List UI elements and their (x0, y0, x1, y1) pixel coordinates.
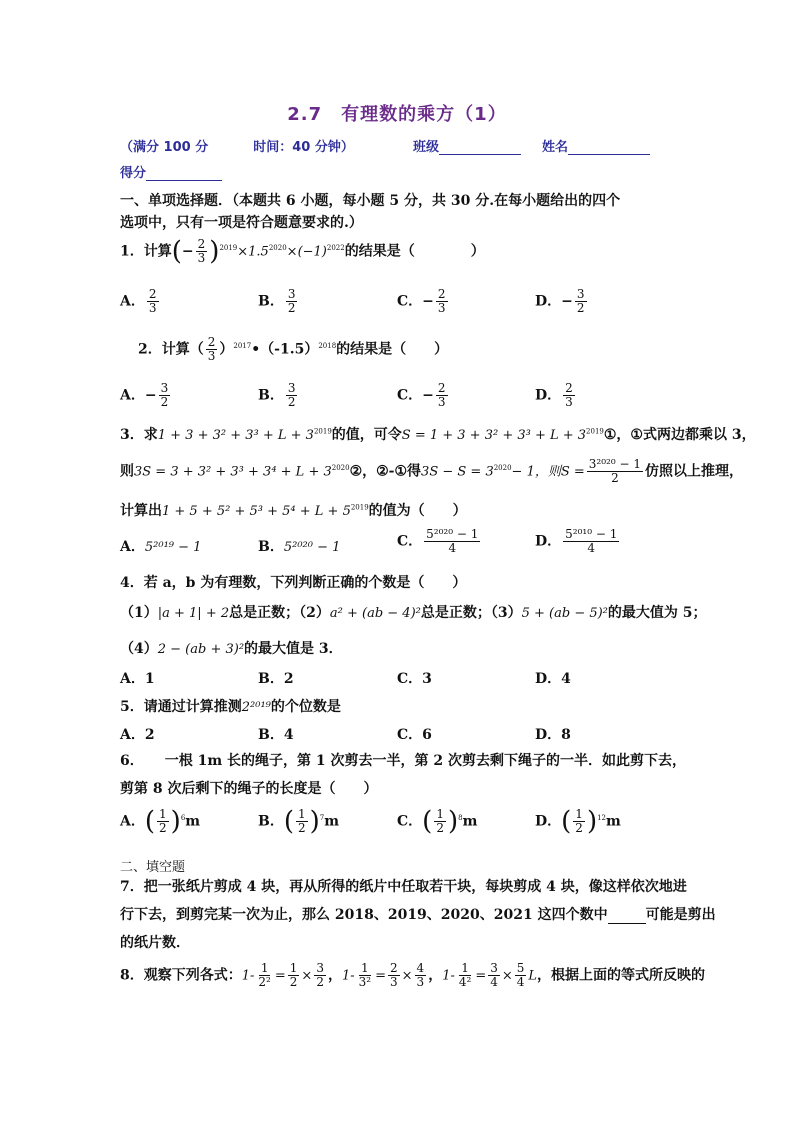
section1-heading-line2: 选项中，只有一项是符合题意要求的.） (120, 215, 363, 231)
class-blank[interactable] (439, 140, 521, 155)
class-label: 班级 (412, 140, 439, 155)
q1-option-c[interactable]: C．− $\frac{2}{3}$ (397, 287, 446, 315)
question-7-line3: 的纸片数． (120, 935, 190, 951)
q2-mid: ） (219, 341, 234, 358)
q5-option-a[interactable]: A．2 (120, 727, 155, 743)
question-7-line2: 行下去，到剪完某一次为止，那么 2018、2019、2020、2021 这四个数中 可能是剪出 (120, 907, 716, 923)
full-score-label: （满分 100 分 (120, 140, 209, 155)
question-2: 2．计算（ $\frac{2}{3}$ ）$^{2017}•(-1.5)^{2018}$的结果是（ ） (138, 335, 449, 363)
q6-option-b[interactable]: B．( $\frac{1}{2}$ )$^7$m (258, 806, 340, 837)
q2-option-c[interactable]: C．− $\frac{2}{3}$ (397, 381, 446, 409)
question-4-statements-1: （1）|a + 1| + 2总是正数；（2）a² + (ab − 4)²总是正数；（3）5 + (ab − 5)²的最大值为 5； (120, 605, 707, 621)
q2-option-b[interactable]: B． $\frac{3}{2}$ (258, 381, 296, 409)
question-6-line2: 剪第 8 次后剩下的绳子的长度是（ ） (120, 781, 378, 797)
q1-mid: ×1.5 (237, 244, 269, 260)
question-3-line2: 则$3S = 3 + 3^2 + 3^3 + 3^4 + L + 3^{2020}②$，②-①得$3S - S = 3^{2020}- 1$，则S = $\frac{\text{3²⁰²⁰ − 1}}{2}$ 仿照以上推理， (120, 457, 743, 485)
q3-option-a[interactable]: A．5²⁰¹⁹ − 1 (120, 539, 202, 555)
q1-mid2: ×(−1) (286, 244, 327, 260)
q3-option-b[interactable]: B．5²⁰²⁰ − 1 (258, 539, 341, 555)
q6-option-c[interactable]: C．( $\frac{1}{2}$ )$^8$m (397, 806, 478, 837)
q4-option-d[interactable]: D．4 (535, 671, 571, 687)
q3-option-c[interactable]: C． $\frac{\text{5²⁰²⁰ − 1}}{4}$ (397, 527, 479, 555)
q5-option-d[interactable]: D．8 (535, 727, 571, 743)
q2-suffix: 的结果是（ ） (336, 341, 449, 358)
q1-suffix: 的结果是（ ） (344, 243, 485, 260)
question-3-line1: 3．求$1 + 3 + 3^2 + 3^3 + L + 3^{2019}$的值，可令$S = 1 + 3 + 3^2 + 3^3 + L + 3^{2019}①$，①式两边都乘以 3， (120, 427, 756, 443)
q4-option-c[interactable]: C．3 (397, 671, 432, 687)
question-1: 1．计算(− $\frac{2}{3}$ )$^{2019}\times 1.5^{2020}\times(-1)^{2022}$的结果是（ ） (120, 236, 485, 267)
q5-option-b[interactable]: B．4 (258, 727, 294, 743)
score-line (120, 162, 222, 181)
q1-exp3: 2022 (326, 243, 345, 252)
q4-option-a[interactable]: A．1 (120, 671, 155, 687)
q2-exp2: 2018 (318, 341, 337, 350)
question-4: 4．若 a，b 为有理数，下列判断正确的个数是（ ） (120, 575, 467, 591)
q2-option-d[interactable]: D． $\frac{2}{3}$ (535, 381, 573, 409)
q5-option-c[interactable]: C．6 (397, 727, 432, 743)
page-title: 2.7 有理数的乘方（1） (287, 104, 507, 125)
question-7-line1: 7．把一张纸片剪成 4 块，再从所得的纸片中任取若干块，每块剪成 4 块，像这样依次地进 (120, 879, 687, 895)
q2-mid2: •（-1.5） (251, 341, 319, 358)
score-label: 得分 (120, 166, 147, 181)
name-label: 姓名 (542, 140, 569, 155)
q2-option-a[interactable]: A．− $\frac{3}{2}$ (120, 381, 169, 409)
q3-option-d[interactable]: D． $\frac{\text{5²⁰¹⁰ − 1}}{4}$ (535, 527, 618, 555)
section1-heading-line1: 一、单项选择题．（本题共 6 小题，每小题 5 分，共 30 分.在每小题给出的四个 (120, 193, 621, 209)
q1-option-a[interactable]: A． $\frac{2}{3}$ (120, 287, 157, 315)
q2-prefix: 2．计算（ (138, 341, 204, 358)
q1-exp1: 2019 (219, 243, 238, 252)
q1-option-d[interactable]: D．− $\frac{3}{2}$ (535, 287, 585, 315)
name-blank[interactable] (568, 140, 650, 155)
score-blank[interactable] (146, 166, 222, 181)
section2-heading: 二、填空题 (120, 860, 186, 875)
q1-prefix: 1．计算 (120, 243, 172, 260)
q2-exp1: 2017 (233, 341, 252, 350)
q6-option-d[interactable]: D．( $\frac{1}{2}$ )$^{12}$m (535, 806, 621, 837)
question-6-line1: 6． 一根 1m 长的绳子，第 1 次剪去一半，第 2 次剪去剩下绳子的一半．如此剪下去， (120, 753, 687, 769)
q1-option-b[interactable]: B． $\frac{3}{2}$ (258, 287, 296, 315)
exam-meta-line (120, 136, 650, 155)
q6-option-a[interactable]: A．( $\frac{1}{2}$ )$^6$m (120, 806, 201, 837)
time-label: 时间：40 分钟） (253, 140, 354, 155)
question-8: 8．观察下列各式：1- $\frac{1}{\text{2²}}$ = $\frac{1}{2}$ × $\frac{3}{2}$ ，1- $\frac{1}{\text{3²}}$ = $\frac{2}{3}$ × $\frac{4}{3}$ ，1- $\frac{1}{\text{4²}}$ = $\frac{3}{4}$ × $\frac{5}{4}$ L，根据上面的等式所反映的 (120, 961, 706, 989)
question-3-line3: 计算出$1 + 5 + 5^2 + 5^3 + 5^4 + L + 5^{2019}$的值为（ ） (120, 503, 467, 519)
q4-option-b[interactable]: B．2 (258, 671, 294, 687)
q1-exp2: 2020 (268, 243, 287, 252)
q7-answer-blank[interactable] (608, 909, 646, 924)
question-4-statements-2: （4）2 − (ab + 3)²的最大值是 3． (120, 641, 343, 657)
question-5: 5．请通过计算推测2²⁰¹⁹的个位数是 (120, 699, 341, 715)
